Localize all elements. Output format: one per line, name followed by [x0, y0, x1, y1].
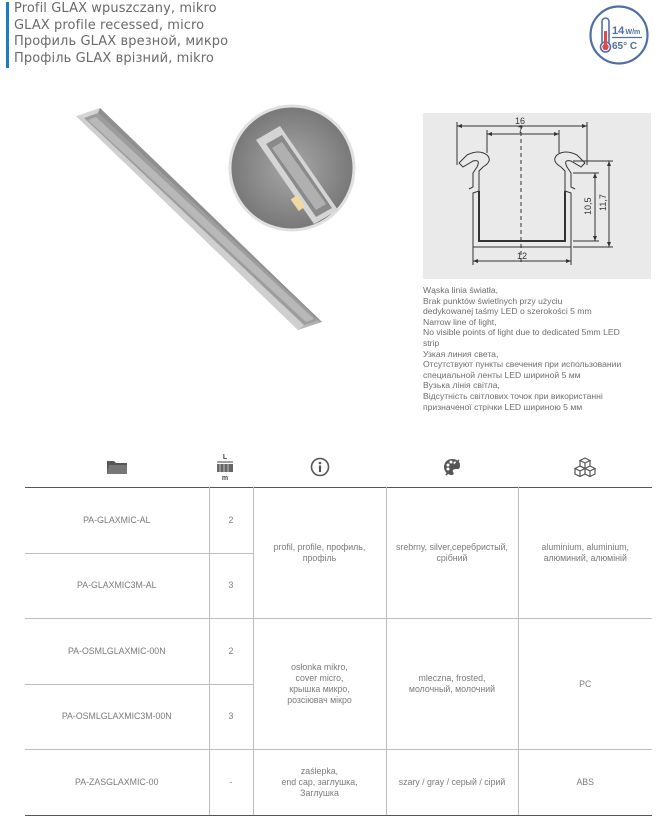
material-cubes-icon	[574, 457, 596, 477]
description-line: strip	[423, 337, 440, 348]
title-ru: Профиль GLAX врезной, микро	[14, 34, 229, 49]
dim-top-outer: 16	[515, 116, 526, 126]
product-code: PA-ZASGLAXMIC-00	[25, 750, 209, 816]
product-type	[253, 750, 386, 816]
info-icon	[310, 457, 330, 477]
temperature-badge-icon	[588, 4, 650, 66]
technical-drawing	[423, 113, 651, 279]
product-length: 3	[209, 553, 253, 619]
product-length: -	[209, 750, 253, 816]
table-row	[25, 750, 652, 816]
col-color-header	[386, 452, 518, 482]
description-line: dedykowanej taśmy LED o szerokości 5 mm	[423, 306, 592, 317]
badge-power: 14	[612, 25, 625, 37]
material-line: алюминий, алюміній	[543, 553, 627, 563]
title-pl: Profil GLAX wpuszczany, mikro	[14, 1, 217, 16]
description-line: Відсутність світлових точок при використанні	[423, 390, 603, 401]
type-line: zaślepka,	[300, 766, 339, 776]
type-line: профіль	[302, 553, 337, 563]
col-material-header	[518, 452, 652, 482]
length-icon-label-top: L	[222, 454, 228, 461]
badge-temperature: 65° C	[612, 41, 638, 52]
title-accent-bar	[6, 2, 9, 68]
dim-bottom: 12	[517, 251, 528, 261]
product-type	[253, 488, 386, 619]
type-line: розсіювач мікро	[287, 695, 352, 705]
length-icon-label-bottom: m	[221, 475, 229, 482]
color-line: молочный, молочний	[408, 684, 496, 694]
product-code: PA-GLAXMIC3M-AL	[25, 553, 209, 619]
product-material	[518, 488, 652, 619]
description-line: Wąska linia światła,	[423, 285, 498, 295]
dim-height-outer: 11,7	[598, 194, 608, 211]
table-row	[25, 619, 652, 685]
product-type	[253, 619, 386, 750]
material-line: ABS	[576, 777, 595, 787]
type-line: end cap, заглушка,	[281, 777, 358, 787]
product-color	[386, 619, 518, 750]
product-color	[386, 488, 518, 619]
product-length: 2	[209, 619, 253, 685]
product-code: PA-OSMLGLAXMIC3M-00N	[25, 684, 209, 750]
color-line: срібний	[436, 553, 468, 563]
description-line: Narrow line of light,	[423, 316, 497, 327]
description-line: призначеної стрічки LED шириною 5 мм	[423, 401, 583, 412]
description-line: Отсутствуют пункты свечения при использовании	[423, 359, 622, 370]
product-material	[518, 619, 652, 750]
product-material	[518, 750, 652, 816]
type-line: profil, profile, профиль,	[273, 542, 366, 552]
product-length: 3	[209, 684, 253, 750]
description-line: No visible points of light due to dedicated 5mm LED	[423, 327, 620, 338]
length-icon	[215, 452, 235, 482]
dim-top-inner: 7	[518, 125, 524, 135]
product-code: PA-OSMLGLAXMIC-00N	[25, 619, 209, 685]
spec-table	[25, 487, 652, 816]
dim-height-inner: 10,5	[583, 197, 593, 215]
type-line: cover micro,	[295, 673, 344, 683]
type-line: osłonka mikro,	[291, 662, 348, 672]
color-line: mleczna, frosted,	[418, 673, 486, 683]
badge-power-unit: W/m	[625, 29, 641, 36]
col-length-header	[195, 452, 255, 482]
col-type-header	[253, 452, 386, 482]
product-description	[423, 285, 658, 412]
description-line: специальной ленты LED шириной 5 мм	[423, 369, 581, 380]
color-line: szary / gray / серый / сірий	[398, 777, 506, 787]
product-code: PA-GLAXMIC-AL	[25, 488, 209, 554]
description-line: Вузька лінія світла,	[423, 380, 500, 391]
palette-icon	[442, 457, 462, 477]
col-code-header	[25, 452, 209, 482]
folder-icon	[106, 459, 128, 475]
product-titles	[14, 1, 228, 67]
material-line: PC	[579, 678, 592, 689]
description-line: Brak punktów świetlnych przy użyciu	[423, 295, 563, 306]
product-length: 2	[209, 488, 253, 554]
color-line: srebrny, silver,серебристый,	[396, 542, 508, 552]
product-color	[386, 750, 518, 816]
description-line: Узкая линия света,	[423, 348, 499, 359]
title-en: GLAX profile recessed, micro	[14, 17, 205, 33]
type-line: крышка микро,	[289, 684, 350, 694]
title-ua: Профіль GLAX врізний, mikro	[14, 50, 214, 66]
table-row	[25, 488, 652, 554]
material-line: aluminium, aluminium,	[541, 542, 629, 552]
type-line: Заглушка	[300, 788, 339, 798]
product-photo	[70, 100, 370, 362]
